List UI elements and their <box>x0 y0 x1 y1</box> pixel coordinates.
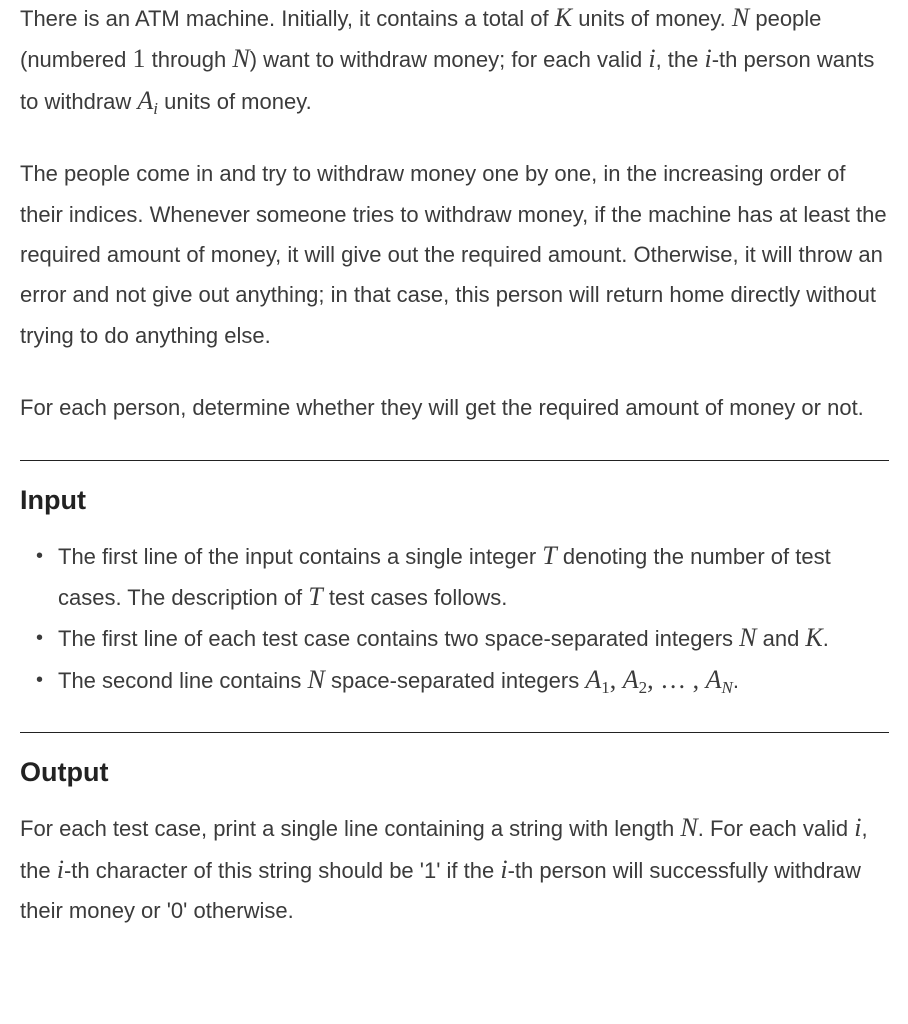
text: There is an ATM machine. Initially, it contains a total of <box>20 6 555 31</box>
bullet-icon: • <box>36 544 44 567</box>
bullet-icon: • <box>36 627 44 650</box>
text: denoting the number of test cases. The description of <box>58 543 831 611</box>
output-heading: Output <box>20 757 109 788</box>
math-1: 1 <box>132 44 146 74</box>
math-A: A <box>622 664 639 694</box>
text: and <box>756 626 806 652</box>
math-N: N <box>307 664 325 694</box>
text: The second line contains <box>58 667 308 693</box>
section-divider <box>20 460 889 461</box>
text: people (numbered <box>20 6 822 73</box>
text: For each test case, print a single line containing a string with length <box>20 816 681 842</box>
math-subscript-N: N <box>721 677 733 697</box>
math-subscript-i: i <box>153 98 159 118</box>
math-subscript-2: 2 <box>638 677 648 697</box>
text: , the <box>20 816 868 883</box>
text: space-separated integers <box>324 667 586 693</box>
math-A: A <box>585 664 602 694</box>
math-comma: , <box>609 664 623 694</box>
text: through <box>145 47 233 73</box>
math-ellipsis: , … , <box>647 664 706 694</box>
text: -th character of this string should be '1' if the <box>63 857 501 883</box>
text: . For each valid <box>697 816 855 842</box>
math-A: A <box>137 85 154 115</box>
math-A: A <box>705 664 722 694</box>
math-T: T <box>308 582 323 612</box>
list-item <box>36 660 889 701</box>
text: -th person will successfully withdraw their money or '0' otherwise. <box>20 857 861 924</box>
math-N: N <box>731 3 750 32</box>
math-N: N <box>680 813 698 843</box>
text: test cases follows. <box>322 585 508 611</box>
text: ) want to withdraw money; for each valid <box>249 47 649 73</box>
statement-paragraph-1 <box>20 0 889 122</box>
text: units of money. <box>572 6 732 31</box>
math-subscript-1: 1 <box>601 677 610 697</box>
math-K: K <box>805 623 823 653</box>
text: units of money. <box>158 88 312 114</box>
text: The first line of the input contains a single integer <box>58 543 543 569</box>
section-divider <box>20 732 889 733</box>
text: . <box>732 667 739 693</box>
input-heading: Input <box>20 484 86 515</box>
math-i: i <box>704 44 712 74</box>
math-i: i <box>56 854 64 884</box>
math-i: i <box>648 44 656 74</box>
bullet-icon: • <box>36 668 44 691</box>
text: The first line of each test case contains two space-separated integers <box>58 626 740 652</box>
math-K: K <box>554 3 573 32</box>
math-i: i <box>854 813 862 843</box>
input-list <box>20 536 889 702</box>
math-N: N <box>739 623 757 653</box>
list-item <box>36 536 889 619</box>
text: -th person wants to withdraw <box>20 47 875 114</box>
math-T: T <box>542 540 557 570</box>
math-N: N <box>232 44 250 74</box>
list-item <box>36 618 889 659</box>
output-paragraph <box>20 808 889 931</box>
math-i: i <box>500 854 508 884</box>
statement-paragraph-2: The people come in and try to withdraw money one by one, in the increasing order of their indices. Whenever someone tries to withdraw money, if the machine has at least the required amount of money, it will give out the required amount. Otherwise, it will throw an error and not give out anything; in that case, this person will return home directly without trying to do anything else. <box>20 161 887 348</box>
statement-paragraph-3: For each person, determine whether they will get the required amount of money or not. <box>20 395 864 421</box>
text: , the <box>655 47 705 73</box>
text: . <box>822 626 829 652</box>
